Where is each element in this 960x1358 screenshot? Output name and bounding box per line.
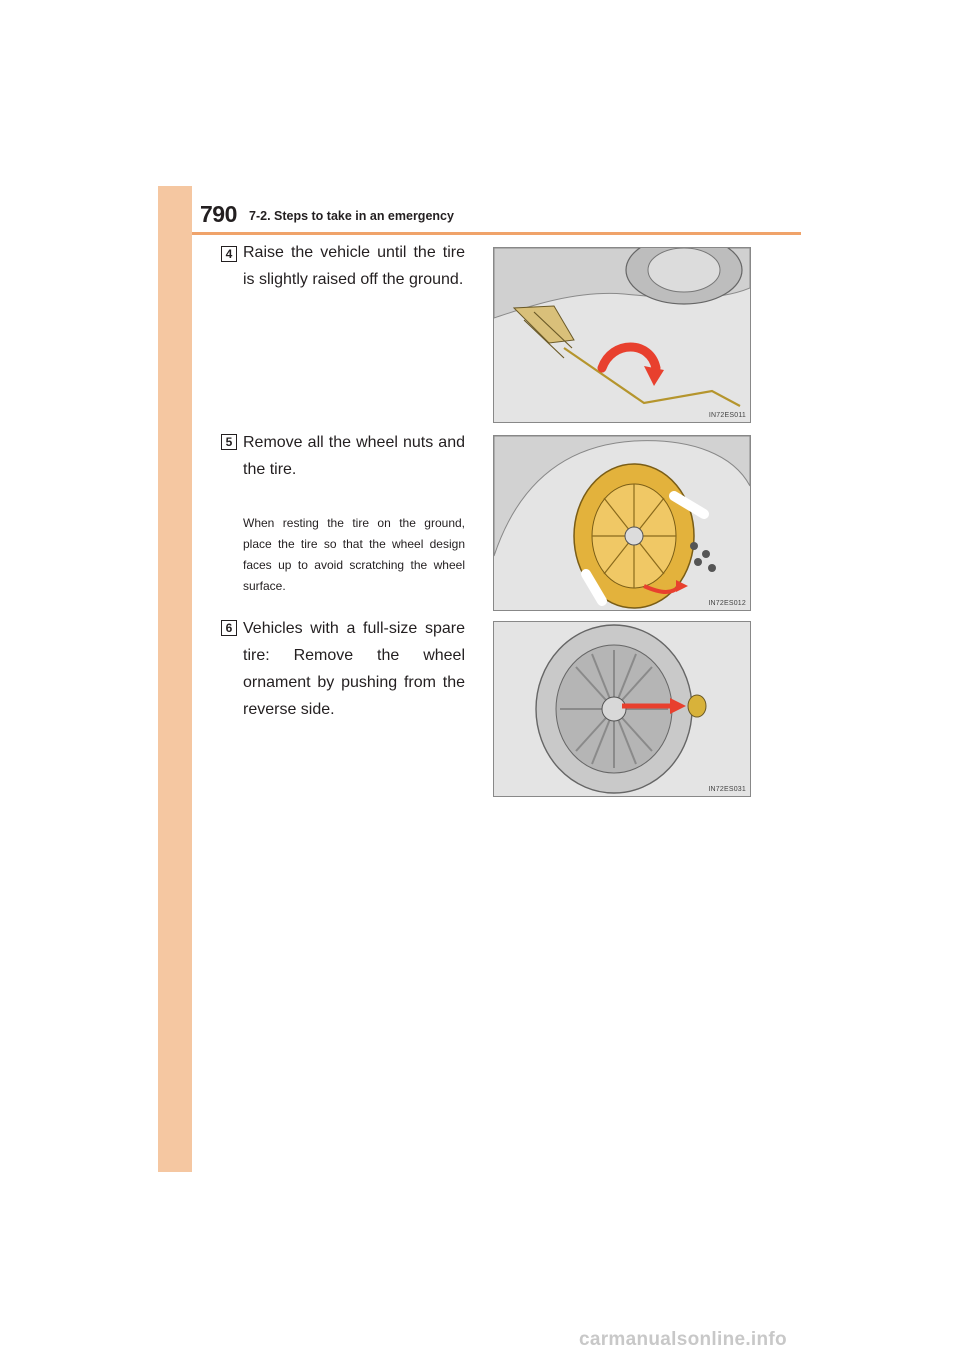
step-5-text: Remove all the wheel nuts and the tire. xyxy=(243,434,465,478)
section-title: 7-2. Steps to take in an emergency xyxy=(249,209,454,223)
watermark: carmanualsonline.info xyxy=(579,1329,787,1350)
figure-wheel-ornament xyxy=(493,621,751,797)
step-5-number: 5 xyxy=(221,434,237,450)
step-4-number: 4 xyxy=(221,246,237,262)
figure-code-step-4: IN72ES011 xyxy=(708,412,746,419)
figure-code-step-5: IN72ES012 xyxy=(708,600,746,607)
tire-removal-illustration xyxy=(494,436,750,610)
jack-illustration xyxy=(494,248,750,422)
step-5-note: When resting the tire on the ground, place the tire so that the wheel design faces up to avoid scratching the wheel surface. xyxy=(243,516,465,593)
step-4-text: Raise the vehicle until the tire is slightly raised off the ground. xyxy=(243,244,465,288)
step-6-number: 6 xyxy=(221,620,237,636)
header-rule xyxy=(192,232,801,235)
wheel-ornament-illustration xyxy=(494,622,750,796)
step-6-text: Vehicles with a full-size spare tire: Remove the wheel ornament by pushing from the reverse side. xyxy=(243,620,465,718)
chapter-tab-band xyxy=(158,186,192,1172)
figure-code-step-6: IN72ES031 xyxy=(708,786,746,793)
figure-raise-vehicle xyxy=(493,247,751,423)
figure-remove-tire xyxy=(493,435,751,611)
page-number: 790 xyxy=(200,201,237,227)
